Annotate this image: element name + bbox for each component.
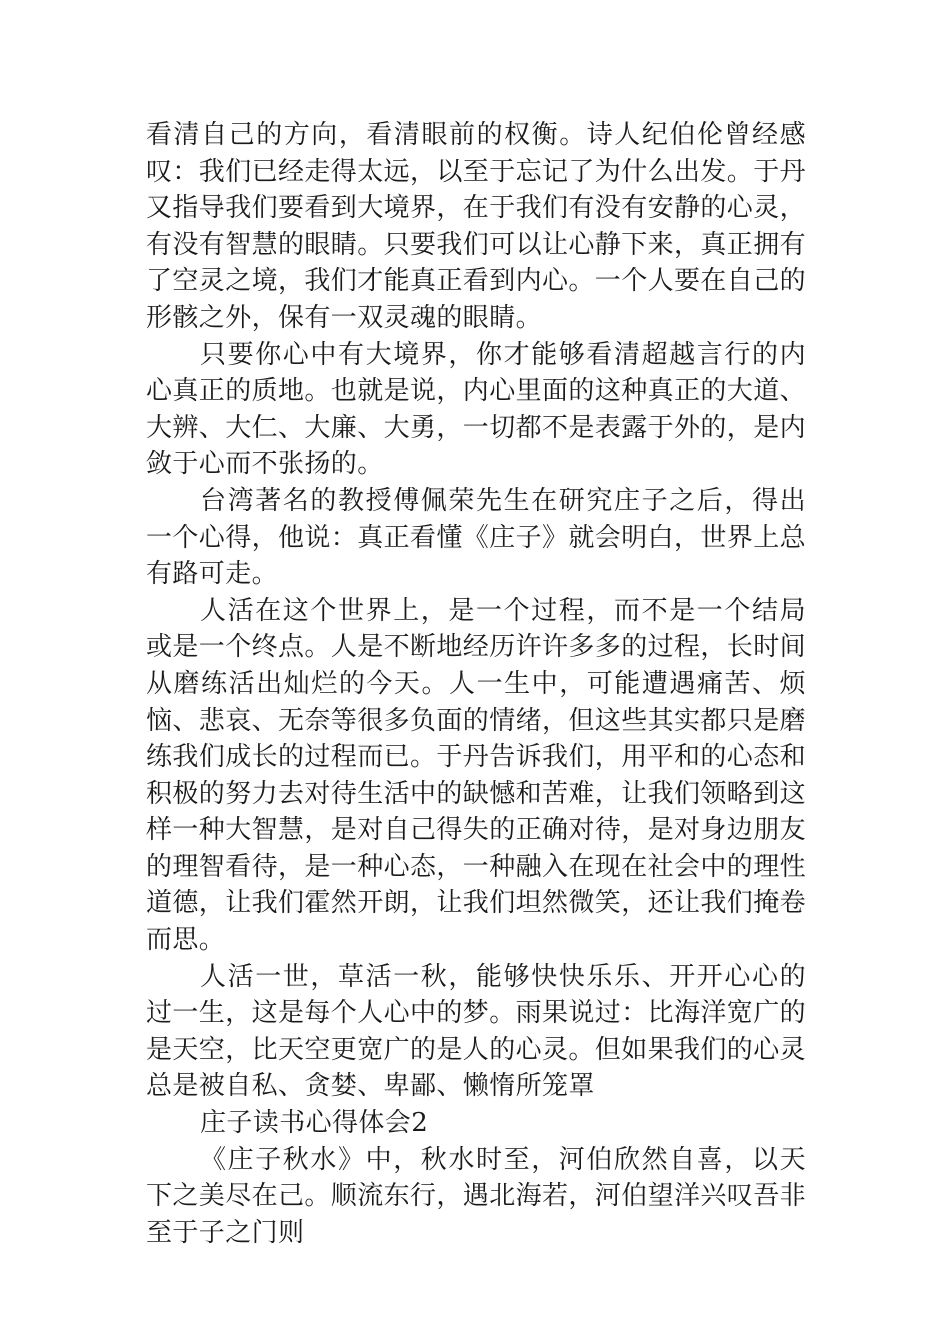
section-heading: 庄子读书心得体会2 [200, 1108, 429, 1139]
paragraph: 人活一世，草活一秋，能够快快乐乐、开开心心的过一生，这是每个人心中的梦。雨果说过：比海洋宽广的是天空，比天空更宽广的是人的心灵。但如果我们的心灵总是被自私、贪婪、卑鄙、懒惰所笼罩 [146, 961, 807, 1102]
paragraph: 《庄子秋水》中，秋水时至，河伯欣然自喜，以天下之美尽在己。顺流东行，遇北海若，河伯望洋兴叹吾非至于子之门则 [146, 1144, 807, 1248]
paragraph: 看清自己的方向，看清眼前的权衡。诗人纪伯伦曾经感叹：我们已经走得太远，以至于忘记了为什么出发。于丹又指导我们要看到大境界，在于我们有没有安静的心灵，有没有智慧的眼睛。只要我们可以让心静下来，真正拥有了空灵之境，我们才能真正看到内心。一个人要在自己的形骸之外，保有一双灵魂的眼睛。 [146, 120, 807, 333]
paragraph: 只要你心中有大境界，你才能够看清超越言行的内心真正的质地。也就是说，内心里面的这种真正的大道、大辨、大仁、大廉、大勇，一切都不是表露于外的，是内敛于心而不张扬的。 [146, 339, 807, 480]
body-text [146, 117, 806, 1251]
paragraph: 人活在这个世界上，是一个过程，而不是一个结局或是一个终点。人是不断地经历许许多多的过程，长时间从磨练活出灿烂的今天。人一生中，可能遭遇痛苦、烦恼、悲哀、无奈等很多负面的情绪，但这些其实都只是磨练我们成长的过程而已。于丹告诉我们，用平和的心态和积极的努力去对待生活中的缺憾和苦难，让我们领略到这样一种大智慧，是对自己得失的正确对待，是对身边朋友的理智看待，是一种心态，一种融入在现在社会中的理性道德，让我们霍然开朗，让我们坦然微笑，还让我们掩卷而思。 [146, 595, 807, 956]
paragraph: 台湾著名的教授傅佩荣先生在研究庄子之后，得出一个心得，他说：真正看懂《庄子》就会明白，世界上总有路可走。 [146, 485, 807, 590]
